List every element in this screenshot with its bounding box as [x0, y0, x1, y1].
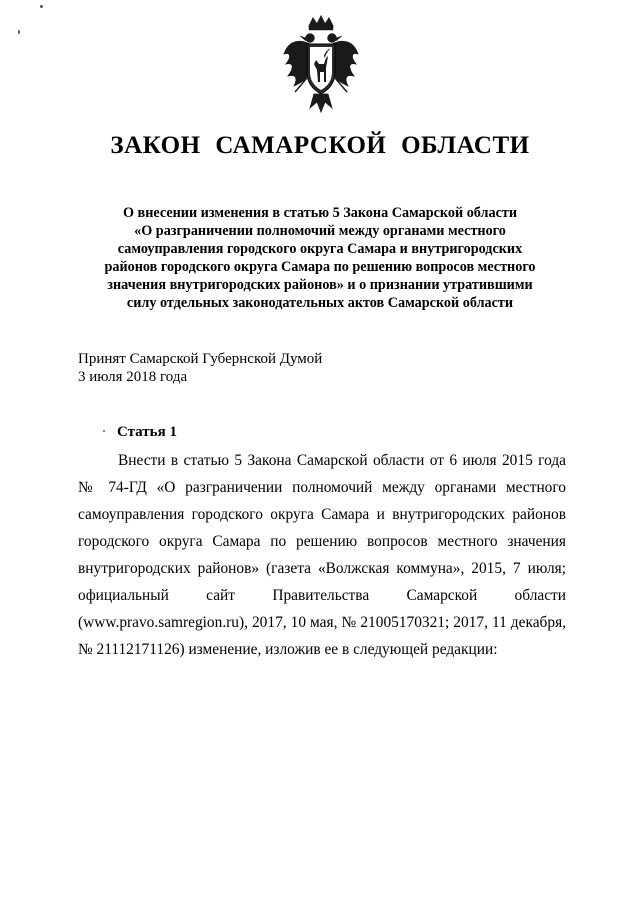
law-title: ЗАКОН САМАРСКОЙ ОБЛАСТИ [110, 132, 530, 159]
article-heading: Статья 1 [117, 424, 177, 440]
body-line: самоуправления городского округа Самара и внутригородских районов [78, 506, 566, 523]
adoption-info [78, 350, 322, 386]
subtitle-line: районов городского округа Самара по решению вопросов местного [104, 259, 536, 275]
body-line: официальный сайт Правительства Самарской области [78, 587, 566, 604]
adopted-by: Принят Самарской Губернской Думой [78, 351, 323, 367]
scan-speck [18, 30, 20, 34]
body-line: Внести в статью 5 Закона Самарской области от 6 июля 2015 года [118, 452, 566, 469]
scan-speck [103, 430, 105, 432]
body-line: № 74-ГД «О разграничении полномочий между органами местного [78, 479, 566, 496]
subtitle-line: силу отдельных законодательных актов Самарской области [126, 295, 514, 311]
scan-speck [40, 5, 43, 8]
subtitle-line: самоуправления городского округа Самара и внутригородских [117, 241, 523, 257]
law-subtitle [90, 204, 550, 312]
body-line: городского округа Самара по решению вопросов местного значения [78, 533, 566, 550]
body-line: № 21112171126) изменение, изложив ее в следующей редакции: [78, 641, 498, 658]
coat-of-arms-icon [280, 14, 362, 118]
body-line: внутригородских районов» (газета «Волжская коммуна», 2015, 7 июля; [78, 560, 566, 577]
article-body [78, 447, 566, 663]
body-line: (www.pravo.samregion.ru), 2017, 10 мая, № 21005170321; 2017, 11 декабря, [78, 614, 566, 631]
subtitle-line: значения внутригородских районов» и о признании утратившими [107, 277, 533, 293]
subtitle-line: «О разграничении полномочий между органами местного [134, 223, 506, 239]
adoption-date: 3 июля 2018 года [78, 369, 188, 385]
subtitle-line: О внесении изменения в статью 5 Закона Самарской области [122, 205, 518, 221]
